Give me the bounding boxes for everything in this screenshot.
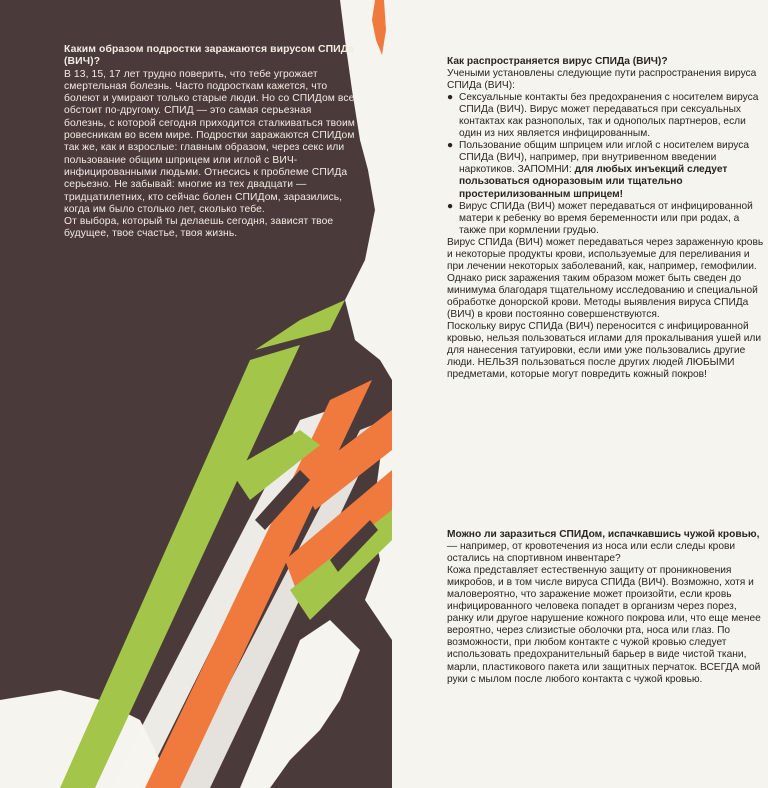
right-page <box>392 0 768 788</box>
left-heading: Каким образом подростки заражаются вирусом СПИДа (ВИЧ)? <box>64 44 355 68</box>
bullet-text: Сексуальные контакты без предохранения с носителем вируса СПИДа (ВИЧ). Вирус может передаваться при сексуальных контактах как разнополых, так и однополых партнеров, если один из них является инфицированным. <box>459 92 759 140</box>
bullet-item-mother-child <box>447 201 765 237</box>
bullet-bold-warning: для любых инъекций следует пользоваться одноразовым или тщательно простерилизованным шприцем! <box>459 164 728 200</box>
bullet-dot-icon: ● <box>447 200 454 212</box>
paragraph-blood-products: Вирус СПИДа (ВИЧ) может передаваться через зараженную кровь и некоторые продукты крови, используемые для переливания и при лечении некоторых заболеваний, как, например, гемофилии. Однако риск заражения таким образом может быть сведен до минимума благодаря тщательному исследованию и специальной обработке донорской крови. Методы выявления вируса СПИДа (ВИЧ) в крови постоянно совершенствуются. <box>447 236 764 320</box>
bullet-text: Пользование общим шприцем или иглой с носителем вируса СПИДа (ВИЧ), например, при внутривенном введении наркотиков. ЗАПОМНИ: <box>459 140 749 176</box>
section-blood-contact <box>447 529 765 686</box>
section-blood-contact-heading-rest: — например, от кровотечения из носа или если следы крови остались на спортивном инвентаре? <box>447 541 736 565</box>
bullet-item-sexual-contact <box>447 92 765 140</box>
section-blood-contact-body: Кожа представляет естественную защиту от проникновения микробов, и в том числе вируса СПИДа (ВИЧ). Возможно, хотя и маловероятно, что заражение может произойти, если кровь инфицированного человека попадет в организм через порез, ранку или другое нарушение кожного покрова или, что еще менее вероятно, через слизистые оболочки рта, носа или глаз. По возможности, при любом контакте с чужой кровью следует использовать предохранительный барьер в виде чистой ткани, марли, пластикового пакета или защитных перчаток. ВСЕГДА мой руки с мылом после любого контакта с чужой кровью. <box>447 565 761 685</box>
left-text-block <box>64 44 356 241</box>
section-transmission-heading: Как распространяется вирус СПИДа (ВИЧ)? <box>447 56 668 67</box>
left-paragraph-2: От выбора, который ты делаешь сегодня, зависят твое будущее, твое счастье, твоя жизнь. <box>64 216 334 240</box>
section-blood-contact-heading: Можно ли заразиться СПИДом, испачкавшись чужой кровью, <box>447 529 760 540</box>
section-transmission <box>447 56 765 381</box>
paragraph-needles: Поскольку вирус СПИДа (ВИЧ) переносится с инфицированной кровью, нельзя пользоваться иглами для прокалывания ушей или для нанесения татуировки, если ими уже пользовались другие люди. НЕЛЬЗЯ пользоваться после других людей ЛЮБЫМИ предметами, которые могут повредить кожный покров! <box>447 321 762 381</box>
section-transmission-intro: Учеными установлены следующие пути распространения вируса СПИДа (ВИЧ): <box>447 68 757 92</box>
bullet-item-shared-syringe <box>447 140 765 200</box>
bullet-dot-icon: ● <box>447 92 454 104</box>
bullet-text: Вирус СПИДа (ВИЧ) может передаваться от инфицированной матери к ребенку во время беременности или при родах, а также при кормлении грудью. <box>459 200 753 236</box>
left-paragraph-1: В 13, 15, 17 лет трудно поверить, что тебе угрожает смертельная болезнь. Часто подросткам кажется, что болеют и умирают только старые люди. Но со СПИДом все обстоит по-другому. СПИД — это самая серьезная болезнь, с которой сегодня приходится сталкиваться твоим ровесникам во всем мире. Подростки заражаются СПИДом так же, как и взрослые: главным образом, через секс или пользование общим шприцем или иглой с ВИЧ-инфицированными людьми. Отнесись к проблеме СПИДа серьезно. Не забывай: многие из тех двадцати — тридцатилетних, кто сейчас болен СПИДом, заразились, когда им было столько лет, сколько тебе. <box>64 68 355 215</box>
bullet-dot-icon: ● <box>447 140 454 152</box>
section-blood-contact-question <box>447 529 765 565</box>
